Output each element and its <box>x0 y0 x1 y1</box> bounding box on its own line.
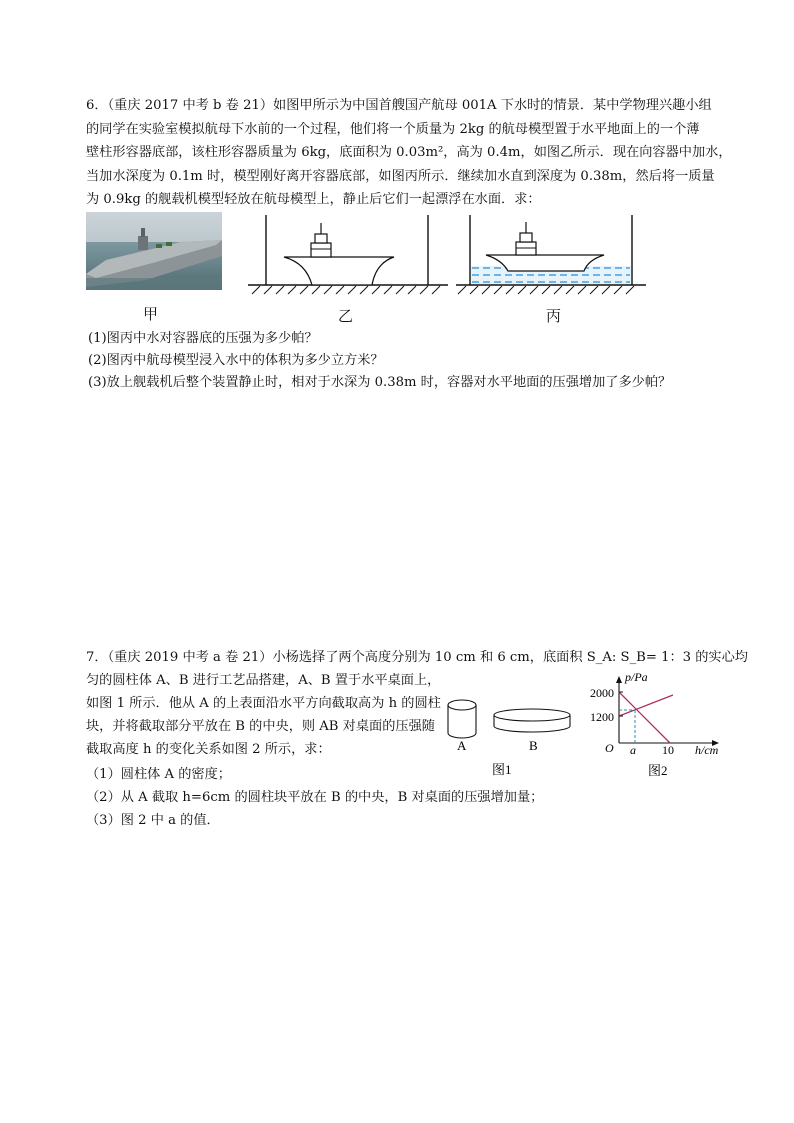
q6-line: 为 0.9kg 的舰载机模型轻放在航母模型上，静止后它们一起漂浮在水面．求： <box>86 192 541 207</box>
figure-1-cylinders <box>440 695 580 780</box>
fig2-x-10: 10 <box>662 743 674 757</box>
question-6-text <box>86 94 732 212</box>
fig2-y-2000: 2000 <box>590 686 614 700</box>
figure-bing <box>456 215 646 295</box>
q7-line-1: 7．（重庆 2019 中考 a 卷 21）小杨选择了两个高度分别为 10 cm 和 6 cm，底面积 S_A: S_B= 1：3 的实心均 <box>86 650 748 665</box>
q6-question-3: (3)放上舰载机后整个装置静止时，相对于水深为 0.38m 时，容器对水平地面的压强增加了多少帕？ <box>88 375 672 390</box>
q7-line-2: 匀的圆柱体 A、B 进行工艺品搭建，A、B 置于水平桌面上， <box>86 673 441 688</box>
q7-question-2: （2）从 A 截取 h=6cm 的圆柱块平放在 B 的中央，B 对桌面的压强增加量； <box>86 790 544 805</box>
q6-question-2: (2)图丙中航母模型浸入水中的体积为多少立方米？ <box>88 353 384 368</box>
fig2-origin: O <box>605 741 614 755</box>
fig1-caption: 图1 <box>492 762 512 777</box>
q7-line-3: 如图 1 所示．他从 A 的上表面沿水平方向截取高为 h 的圆柱 <box>86 696 441 711</box>
fig2-caption: 图2 <box>648 763 668 778</box>
fig1-label-b: B <box>529 738 538 753</box>
carrier-photo <box>86 212 222 290</box>
q6-line: 的同学在实验室模拟航母下水前的一个过程，他们将一个质量为 2kg 的航母模型置于水平地面上的一个薄 <box>86 121 700 137</box>
caption-yi: 乙 <box>338 307 354 325</box>
fig1-label-a: A <box>457 738 467 753</box>
fig2-y-1200: 1200 <box>590 710 614 724</box>
q7-question-1: （1）圆柱体 A 的密度； <box>86 767 231 782</box>
caption-bing: 丙 <box>546 307 562 325</box>
q6-line: 当加水深度为 0.1m 时，模型刚好离开容器底部，如图丙所示．继续加水直到深度为 0.38m，然后将一质量 <box>86 168 715 184</box>
fig2-ylabel: p/Pa <box>625 670 648 684</box>
q7-line-4: 块，并将截取部分平放在 B 的中央，则 AB 对桌面的压强随 <box>86 719 435 734</box>
fig2-xlabel: h/cm <box>695 743 719 757</box>
figure-yi <box>248 215 448 295</box>
q6-line: 壁柱形容器底部，该柱形容器质量为 6kg，底面积为 0.03m²，高为 0.4m，如图乙所示．现在向容器中加水， <box>86 145 732 160</box>
figure-2-graph <box>585 668 730 780</box>
q7-line-5: 截取高度 h 的变化关系如图 2 所示，求： <box>86 742 331 757</box>
fig2-x-a: a <box>630 743 636 757</box>
caption-jia: 甲 <box>143 305 159 323</box>
q6-line: 6．（重庆 2017 中考 b 卷 21）如图甲所示为中国首艘国产航母 001A 下水时的情景．某中学物理兴趣小组 <box>86 98 712 113</box>
q6-question-1: (1)图丙中水对容器底的压强为多少帕？ <box>88 331 318 346</box>
q7-question-3: （3）图 2 中 a 的值． <box>86 813 220 828</box>
